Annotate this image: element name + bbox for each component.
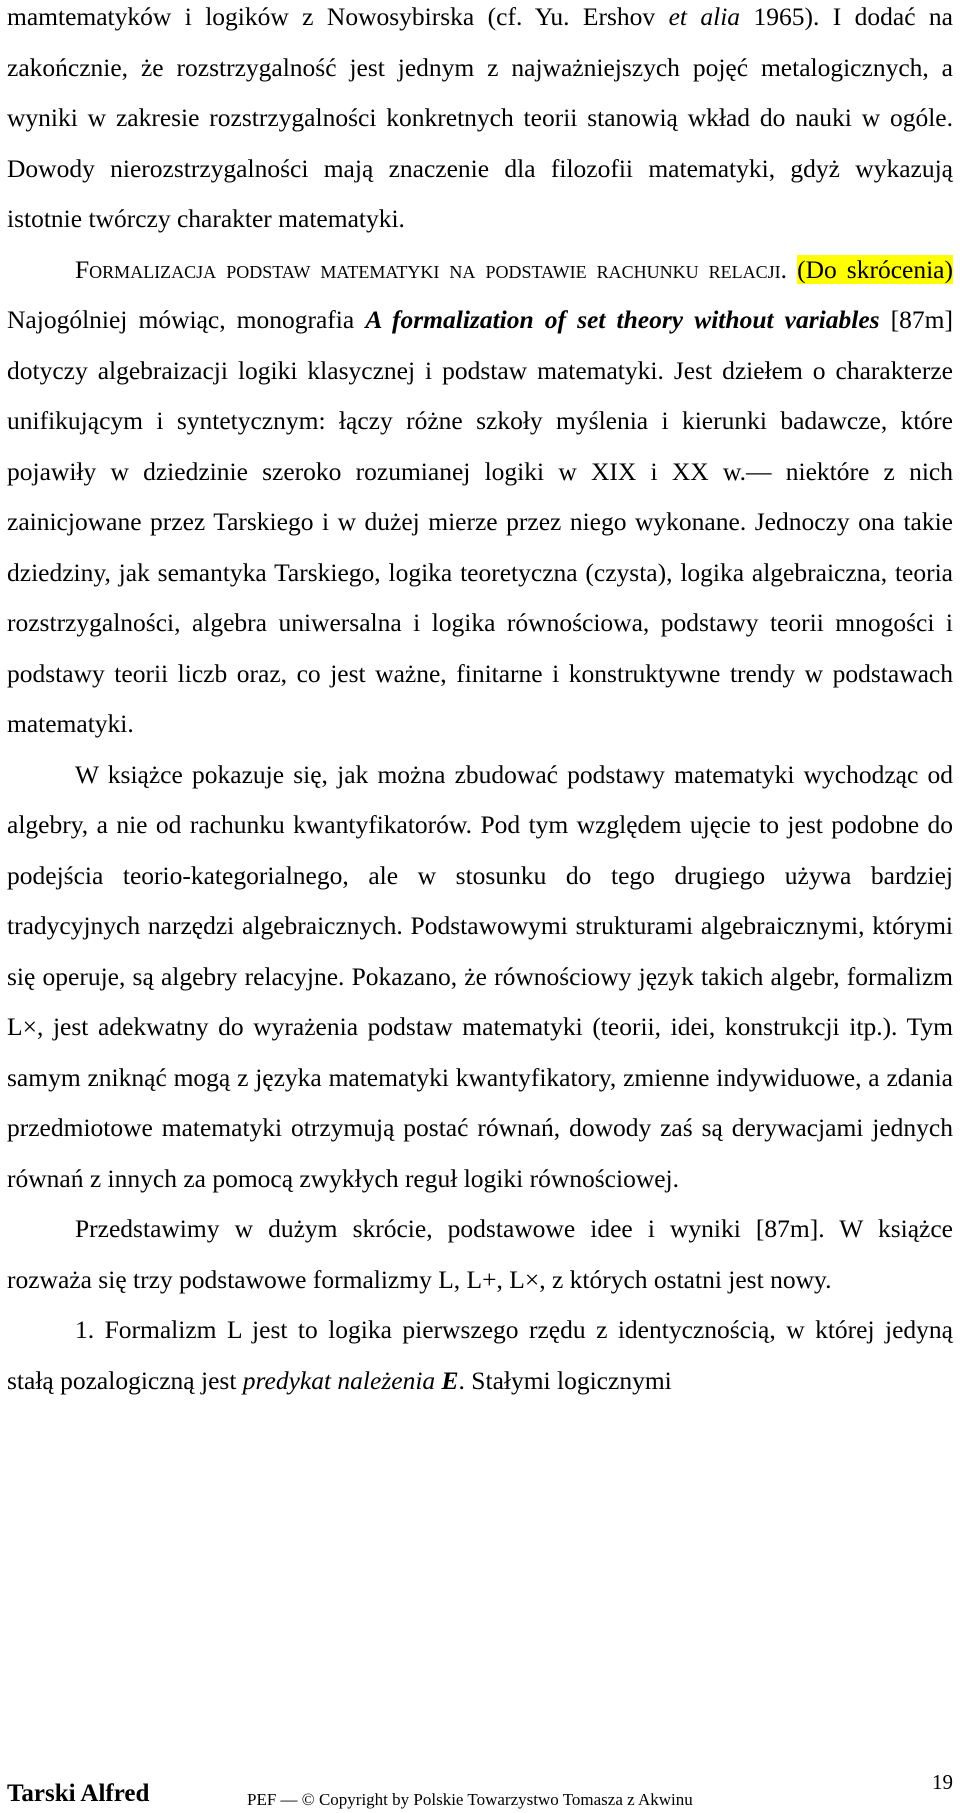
- section-heading: Formalizacja podstaw matematyki na podstawie rachunku relacji.: [75, 254, 788, 284]
- footer-author: Tarski Alfred: [7, 1780, 150, 1807]
- paragraph-5-text-a: 1. Formalizm L jest to logika pierwszego rzędu z identycznością, w której jedyną stałą pozalogiczną jest: [7, 1315, 953, 1395]
- paragraph-1-italic: et alia: [668, 2, 741, 31]
- paragraph-5: [7, 1305, 953, 1406]
- paragraph-1-text-a: mamtematyków i logików z Nowosybirska (cf. Yu. Ershov: [7, 2, 669, 31]
- paragraph-2-text-b: [87m] dotyczy algebraizacji logiki klasycznej i podstaw matematyki. Jest dziełem o charakterze unifikującym i syntetycznym: łączy różne szkoły myślenia i kierunki badawcze, które pojawiły w dziedzinie szeroko rozumianej logiki w XIX i XX w.— niektóre z nich zainicjowane przez Tarskiego i w dużej mierze przez niego wykonane. Jednoczy ona takie dziedziny, jak semantyka Tarskiego, logika teoretyczna (czysta), logika algebraiczna, teoria rozstrzygalności, algebra uniwersalna i logika równościowa, podstawy teorii mnogości i podstawy teorii liczb oraz, co jest ważne, finitarne i konstruktywne trendy w podstawach matematyki.: [7, 305, 953, 738]
- footer-copyright: PEF — © Copyright by Polskie Towarzystwo Tomasza z Akwinu: [247, 1790, 693, 1809]
- paragraph-1-text-c: 1965). I dodać na zakończnie, że rozstrzygalność jest jednym z najważniejszych pojęć metalogicznych, a wyniki w zakresie rozstrzygalności konkretnych teorii stanowią wkład do nauki w ogóle. Dowody nierozstrzygalności mają znaczenie dla filozofii matematyki, gdyż wykazują istotnie twórczy charakter matematyki.: [7, 2, 953, 233]
- paragraph-4: Przedstawimy w dużym skrócie, podstawowe idee i wyniki [87m]. W książce rozważa się trzy podstawowe formalizmy L, L+, L×, z których ostatni jest nowy.: [7, 1214, 953, 1294]
- predicate-symbol: E: [441, 1365, 459, 1395]
- paragraph-2-text-a: Najogólniej mówiąc, monografia: [7, 305, 366, 334]
- book-title: A formalization of set theory without variables: [365, 305, 880, 334]
- paragraph-2: [7, 245, 953, 750]
- highlight-marker: (Do skrócenia): [797, 254, 953, 284]
- page-number: 19: [932, 1770, 953, 1794]
- page-footer: [7, 1770, 953, 1810]
- paragraph-1: [7, 0, 953, 245]
- paragraph-3: W książce pokazuje się, jak można zbudować podstawy matematyki wychodząc od algebry, a nie od rachunku kwantyfikatorów. Pod tym względem ujęcie to jest podobne do podejścia teorio-kategorialnego, ale w stosunku do tego drugiego używa bardziej tradycyjnych narzędzi algebraicznych. Podstawowymi strukturami algebraicznymi, którymi się operuje, są algebry relacyjne. Pokazano, że równościowy język takich algebr, formalizm L×, jest adekwatny do wyrażenia podstaw matematyki (teorii, idei, konstrukcji itp.). Tym samym zniknąć mogą z języka matematyki kwantyfikatory, zmienne indywiduowe, a zdania przedmiotowe matematyki otrzymują postać równań, dowody zaś są derywacjami jednych równań z innych za pomocą zwykłych reguł logiki równościowej.: [7, 759, 953, 1193]
- paragraph-5-text-b: . Stałymi logicznymi: [458, 1365, 672, 1395]
- predicate-term: predykat należenia: [242, 1365, 442, 1395]
- document-page: [7, 0, 953, 1406]
